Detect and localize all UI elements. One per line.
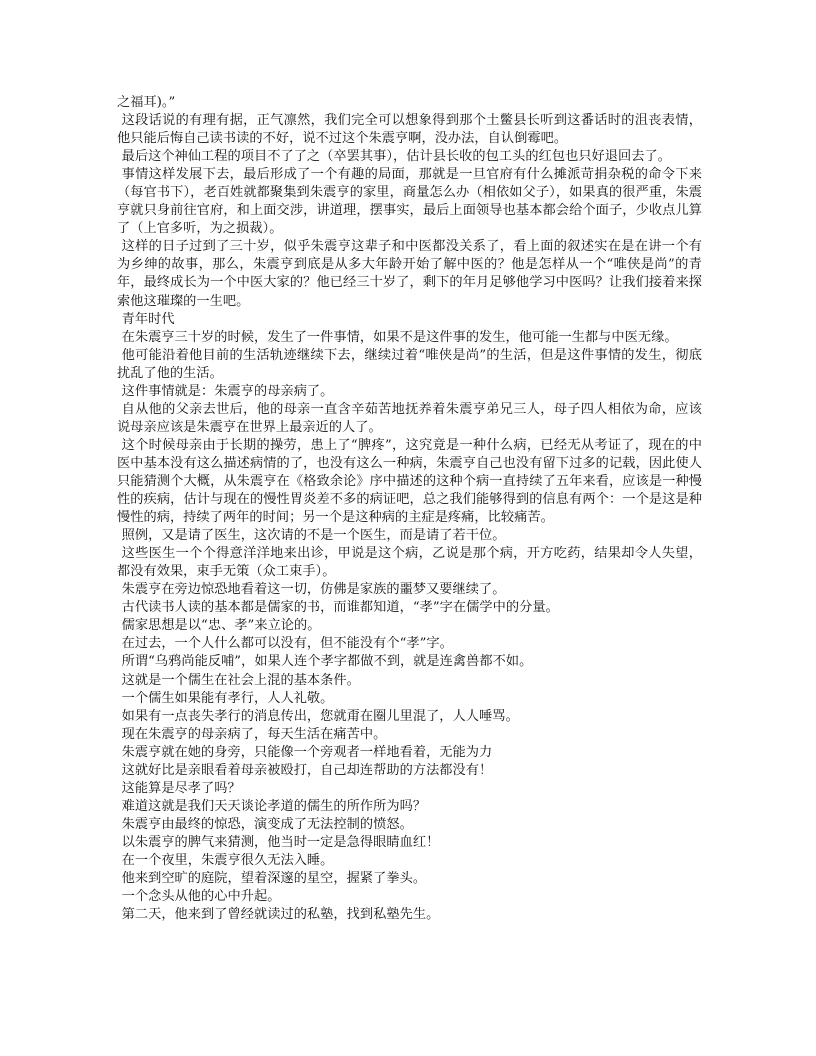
paragraph: 他来到空旷的庭院，望着深邃的星空，握紧了拳头。 <box>121 871 427 887</box>
paragraph: 这能算是尽孝了吗？ <box>121 780 241 796</box>
paragraph: 这个时候母亲由于长期的操劳，患上了“脾疼”，这究竟是一种什么病，已经无从考证了，现在的中医中基本没有这么描述病情的了，也没有这么一种病，朱震亨自己也没有留下过多的记载，因此使人只能猜测个大概，从朱震亨在《格致余论》序中描述的这种个病一直持续了五年来看，应该是一种慢性的疾病，估计与现在的慢性胃炎差不多的病证吧，总之我们能够得到的信息有两个：一个是这是种慢性的病，持续了两年的时间；另一个是这种病的主症是疼痛，比较痛苦。 <box>117 437 702 526</box>
paragraph: 现在朱震亨的母亲病了，每天生活在痛苦中。 <box>121 726 387 742</box>
paragraph: 事情这样发展下去，最后形成了一个有趣的局面，那就是一旦官府有什么摊派苛捐杂税的命令下来（每官书下），老百姓就都聚集到朱震亨的家里，商量怎么办（相依如父子），如果真的很严重，朱震亨就只身前往官府，和上面交涉，讲道理，摆事实，最后上面领导也基本都会给个面子，少收点儿算了（上官多听，为之损裁）。 <box>117 167 702 237</box>
paragraph: 这段话说的有理有据，正气凛然，我们完全可以想象得到那个土鳖县长听到这番话时的沮丧表情，他只能后悔自己读书读的不好，说不过这个朱震亨啊，没办法，自认倒霉吧。 <box>117 113 702 147</box>
paragraph: 在过去，一个人什么都可以没有，但不能没有个“孝”字。 <box>121 636 453 652</box>
paragraph: 之福耳)。” <box>117 95 176 110</box>
paragraph: 难道这就是我们天天谈论孝道的儒生的所作所为吗？ <box>121 798 427 814</box>
paragraph: 最后这个神仙工程的项目不了了之（卒罢其事），估计县长收的包工头的红包也只好退回去了。 <box>121 149 671 165</box>
paragraph: 以朱震亨的脾气来猜测，他当时一定是急得眼睛血红！ <box>121 834 440 850</box>
section-heading: 青年时代 <box>121 311 175 327</box>
paragraph: 这件事情就是：朱震亨的母亲病了。 <box>121 383 334 399</box>
paragraph: 一个念头从他的心中升起。 <box>121 889 281 905</box>
paragraph: 第二天，他来到了曾经就读过的私塾，找到私塾先生。 <box>121 907 440 923</box>
paragraph: 儒家思想是以“忠、孝”来立论的。 <box>121 618 321 634</box>
paragraph: 这就是一个儒生在社会上混的基本条件。 <box>121 672 360 688</box>
paragraph: 在朱震亨三十岁的时候，发生了一件事情，如果不是这件事的发生，他可能一生都与中医无缘。 <box>121 329 678 345</box>
paragraph: 这样的日子过到了三十岁，似乎朱震亨这辈子和中医都没关系了，看上面的叙述实在是在讲一个有为乡绅的故事，那么，朱震亨到底是从多大年龄开始了解中医的？他是怎样从一个“唯侠是尚”的青年，最终成长为一个中医大家的？他已经三十岁了，剩下的年月足够他学习中医吗？让我们接着来探索他这璀璨的一生吧。 <box>117 239 702 309</box>
paragraph: 他可能沿着他目前的生活轨迹继续下去，继续过着“唯侠是尚”的生活，但是这件事情的发生，彻底扰乱了他的生活。 <box>117 347 702 381</box>
paragraph: 自从他的父亲去世后，他的母亲一直含辛茹苦地抚养着朱震亨弟兄三人，母子四人相依为命，应该说母亲应该是朱震亨在世界上最亲近的人了。 <box>117 401 702 435</box>
paragraph: 这些医生一个个得意洋洋地来出诊，甲说是这个病，乙说是那个病，开方吃药，结果却令人失望，都没有效果，束手无策（众工束手）。 <box>117 546 702 580</box>
paragraph: 所谓“乌鸦尚能反哺”，如果人连个孝字都做不到，就是连禽兽都不如。 <box>121 654 533 670</box>
paragraph: 照例，又是请了医生，这次请的不是一个医生，而是请了若干位。 <box>121 528 506 544</box>
paragraph: 朱震亨就在她的身旁，只能像一个旁观者一样地看着，无能为力 <box>121 744 493 760</box>
paragraph: 在一个夜里，朱震亨很久无法入睡。 <box>121 852 334 868</box>
paragraph: 朱震亨由最终的惊恐，演变成了无法控制的愤怒。 <box>121 816 413 832</box>
paragraph: 一个儒生如果能有孝行，人人礼敬。 <box>121 690 334 706</box>
paragraph: 如果有一点丧失孝行的消息传出，您就甭在圈儿里混了，人人唾骂。 <box>121 708 519 724</box>
paragraph: 这就好比是亲眼看着母亲被殴打，自己却连帮助的方法都没有！ <box>121 762 493 778</box>
paragraph: 古代读书人读的基本都是儒家的书，而谁都知道，“孝”字在儒学中的分量。 <box>121 600 559 616</box>
paragraph: 朱震亨在旁边惊恐地看着这一切，仿佛是家族的噩梦又要继续了。 <box>121 582 506 598</box>
document-page <box>117 94 702 924</box>
